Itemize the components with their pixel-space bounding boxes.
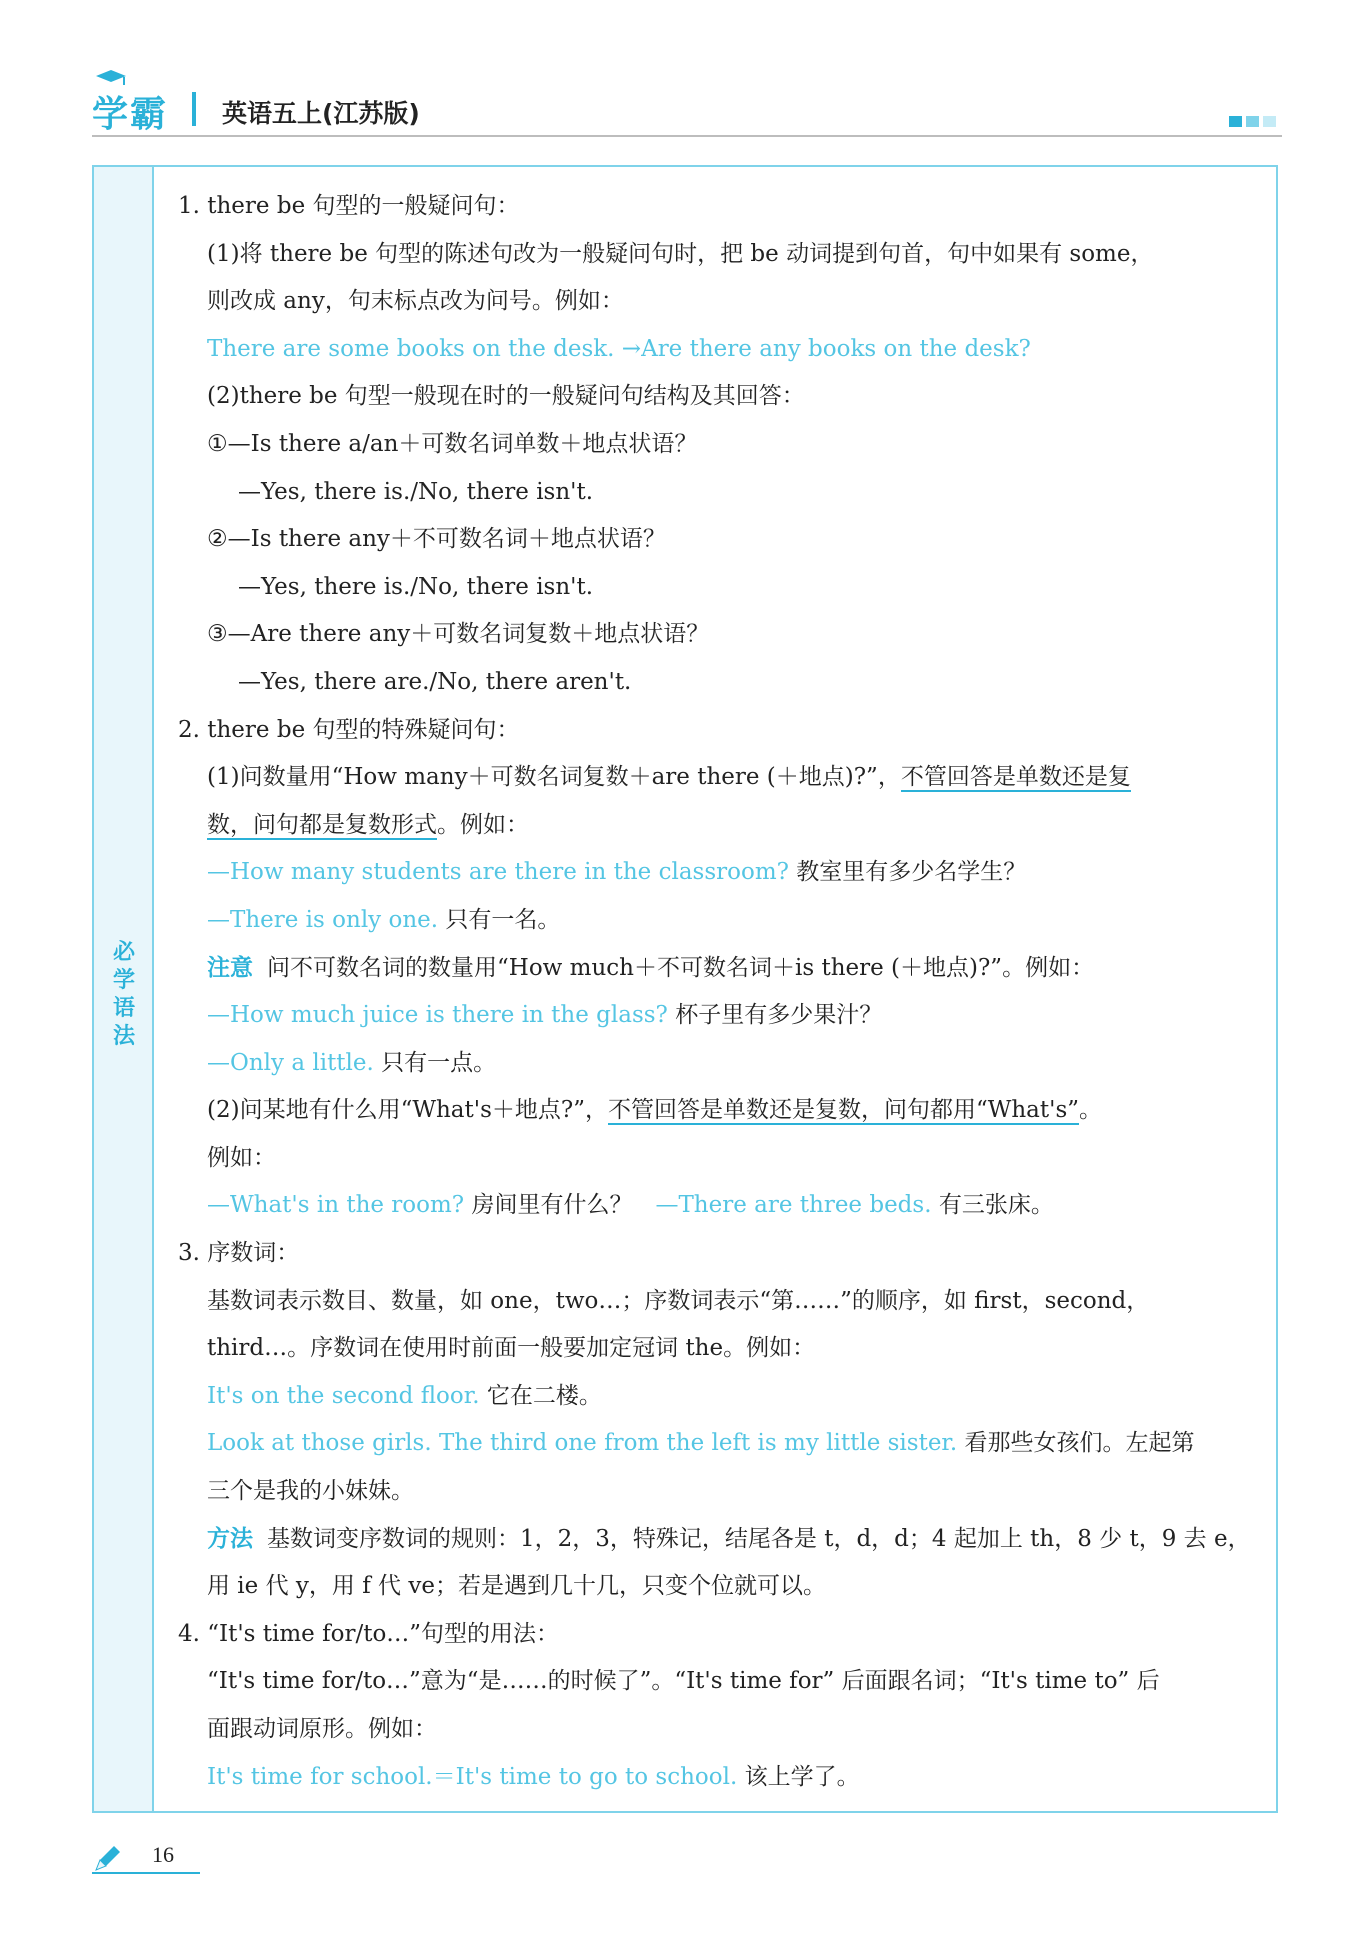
text-run: 有三张床。 <box>938 1192 1054 1219</box>
text-line <box>178 1468 1263 1516</box>
text-line <box>178 373 1263 421</box>
text-run: 三个是我的小妹妹。 <box>207 1478 414 1505</box>
footer-rule <box>92 1872 200 1874</box>
header-dots <box>1225 112 1276 131</box>
text-line <box>178 421 1263 469</box>
text-line <box>178 659 1263 707</box>
text-run: —Yes, there is./No, there isn't. <box>238 573 594 600</box>
text-run: 只有一名。 <box>445 906 561 933</box>
text-run: 教室里有多少名学生？ <box>796 859 1027 886</box>
text-run: ③—Are there any＋可数名词复数＋地点状语？ <box>207 621 710 648</box>
text-run: “It's time for/to…”意为“是……的时候了”。“It's time for” 后面跟名词；“It's time to” 后 <box>207 1668 1160 1695</box>
text-line <box>178 1516 1263 1564</box>
text-line <box>178 564 1263 612</box>
note-label: 注意 <box>207 954 253 981</box>
example-text: —What's in the room? <box>207 1192 472 1219</box>
text-run: 房间里有什么？ <box>471 1192 656 1219</box>
example-text: —Only a little. <box>207 1049 382 1076</box>
page-header <box>92 78 1282 138</box>
text-run: ①—Is there a/an＋可数名词单数＋地点状语？ <box>207 430 698 457</box>
example-text: It's time for school.＝It's time to go to school. <box>207 1763 745 1790</box>
page-number: 16 <box>152 1842 174 1867</box>
logo: 学霸 <box>92 94 169 135</box>
text-line <box>178 183 1263 231</box>
example-text: Look at those girls. The third one from the left is my little sister. <box>207 1430 965 1457</box>
note-label: 方法 <box>207 1525 253 1552</box>
text-line <box>178 1325 1263 1373</box>
text-run: 用 ie 代 y，用 f 代 ve；若是遇到几十几，只变个位就可以。 <box>207 1573 826 1600</box>
text-run: 1. there be 句型的一般疑问句： <box>178 193 520 219</box>
text-run: 杯子里有多少果汁？ <box>675 1002 883 1029</box>
text-run: 只有一点。 <box>381 1049 497 1076</box>
header-rule <box>92 135 1282 137</box>
text-line <box>178 897 1263 945</box>
text-line <box>178 707 1263 755</box>
example-text: —How many students are there in the classroom? <box>207 859 797 886</box>
text-line <box>178 1373 1263 1421</box>
example-text: —There is only one. <box>207 906 446 933</box>
text-run: 4. “It's time for/to…”句型的用法： <box>178 1620 560 1647</box>
text-line <box>178 516 1263 564</box>
text-run: —Yes, there are./No, there aren't. <box>238 668 632 695</box>
text-line <box>178 945 1263 993</box>
text-line <box>178 754 1263 802</box>
text-run: ②—Is there any＋不可数名词＋地点状语？ <box>207 526 666 553</box>
underlined-text: 不管回答是单数还是复数，问句都用“What's” <box>607 1097 1080 1124</box>
grammar-box <box>92 165 1278 1813</box>
text-line <box>178 326 1263 374</box>
text-run: 基数词表示数目、数量，如 one，two…；序数词表示“第……”的顺序，如 first，second， <box>207 1287 1150 1314</box>
pencil-icon <box>92 1844 122 1874</box>
text-run: (2)there be 句型一般现在时的一般疑问句结构及其回答： <box>207 383 805 410</box>
text-run: 。例如： <box>437 811 529 838</box>
text-line <box>178 278 1263 326</box>
text-line <box>178 469 1263 517</box>
page-footer <box>92 1840 202 1874</box>
text-run: (1)将 there be 句型的陈述句改为一般疑问句时，把 be 动词提到句首，句中如果有 some， <box>207 240 1154 267</box>
text-line <box>178 1135 1263 1183</box>
text-line <box>178 992 1263 1040</box>
text-line <box>178 802 1263 850</box>
logo-divider <box>192 92 196 126</box>
underlined-text: 不管回答是单数还是复 <box>900 764 1131 791</box>
text-line <box>178 1706 1263 1754</box>
text-run: 例如： <box>207 1144 276 1171</box>
sidebar <box>94 167 154 1811</box>
text-run: (2)问某地有什么用“What's＋地点?”， <box>207 1097 608 1124</box>
text-run: 基数词变序数词的规则：1，2，3，特殊记，结尾各是 t，d，d；4 起加上 th，8 少 t，9 去 e， <box>267 1525 1251 1552</box>
text-run: —Yes, there is./No, there isn't. <box>238 478 594 505</box>
sidebar-label: 必学语法 <box>112 940 135 1049</box>
graduation-cap-icon <box>94 70 128 86</box>
text-run: 2. there be 句型的特殊疑问句： <box>178 716 520 743</box>
text-run: (1)问数量用“How many＋可数名词复数＋are there (＋地点)?”， <box>207 764 901 791</box>
text-line <box>178 1040 1263 1088</box>
example-text: —There are three beds. <box>655 1192 939 1219</box>
text-line <box>178 1182 1263 1230</box>
example-text: There are some books on the desk. →Are there any books on the desk? <box>207 335 1031 362</box>
text-run: 则改成 any，句末标点改为问号。例如： <box>207 288 624 315</box>
grammar-content <box>178 183 1263 1801</box>
text-line <box>178 1754 1263 1802</box>
text-run: 面跟动词原形。例如： <box>207 1716 437 1742</box>
example-text: —How much juice is there in the glass? <box>207 1002 676 1029</box>
text-run: 。 <box>1079 1097 1103 1124</box>
text-line <box>178 1611 1263 1659</box>
text-line <box>178 1278 1263 1326</box>
text-run: 看那些女孩们。左起第 <box>964 1430 1195 1457</box>
book-title: 英语五上(江苏版) <box>222 99 420 128</box>
text-line <box>178 1658 1263 1706</box>
text-line <box>178 849 1263 897</box>
text-line <box>178 1087 1263 1135</box>
example-text: It's on the second floor. <box>207 1382 487 1409</box>
text-run: 问不可数名词的数量用“How much＋不可数名词＋is there (＋地点)?”。例如： <box>267 954 1095 981</box>
text-run: 该上学了。 <box>744 1763 860 1790</box>
text-line <box>178 1563 1263 1611</box>
underlined-text: 数，问句都是复数形式 <box>207 811 437 838</box>
text-run: 它在二楼。 <box>486 1382 602 1409</box>
text-line <box>178 1230 1263 1278</box>
text-line <box>178 231 1263 279</box>
text-run: third…。序数词在使用时前面一般要加定冠词 the。例如： <box>207 1335 816 1362</box>
text-line <box>178 1420 1263 1468</box>
text-run: 3. 序数词： <box>178 1240 300 1267</box>
text-line <box>178 611 1263 659</box>
